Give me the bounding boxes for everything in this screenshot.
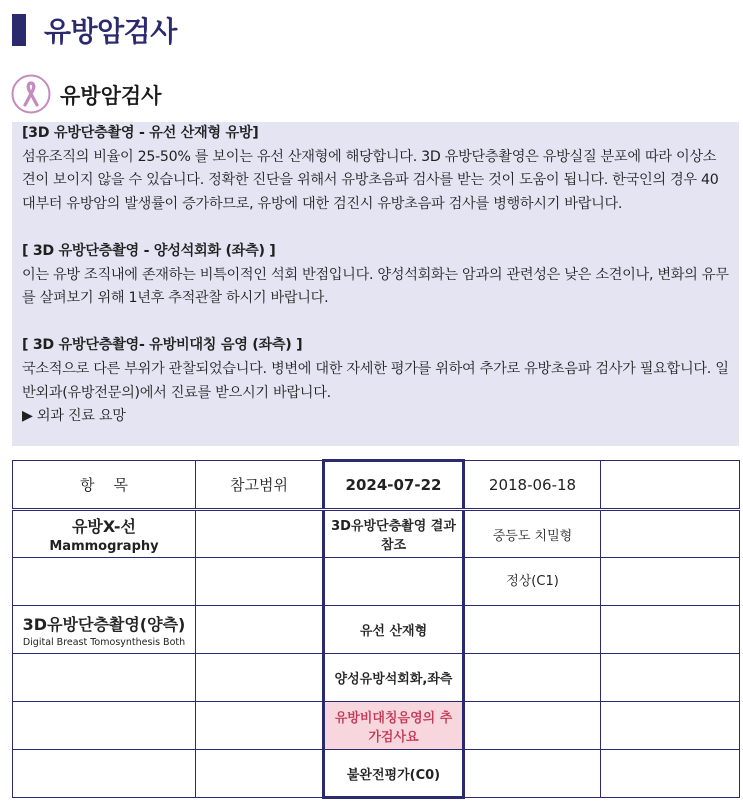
header-current-date: 2024-07-22	[324, 461, 464, 510]
current-result	[324, 558, 464, 606]
item-cell	[13, 702, 196, 750]
findings-notes	[12, 122, 739, 446]
item-name-en: Mammography	[49, 539, 159, 554]
reference-cell	[196, 606, 324, 654]
note-body-calcification: 이는 유방 조직내에 존재하는 비특이적인 석회 반점입니다. 양성석회화는 암과의 관련성은 낮은 소견이나, 변화의 유무를 살펴보기 위해 1년후 추적관찰 하시기 바랍니다.	[22, 266, 729, 307]
page-title: 유방암검사	[44, 15, 177, 48]
item-cell	[13, 750, 196, 798]
reference-cell	[196, 510, 324, 558]
empty-cell	[601, 606, 740, 654]
table-header-row	[13, 461, 740, 510]
previous-result: 정상(C1)	[464, 558, 601, 606]
note-heading-calcification: [ 3D 유방단층촬영 - 양성석회화 (좌측) ]	[22, 242, 276, 259]
empty-cell	[601, 702, 740, 750]
title-accent-bar	[12, 14, 26, 46]
empty-cell	[601, 558, 740, 606]
reference-cell	[196, 654, 324, 702]
table-row	[13, 750, 740, 798]
previous-result	[464, 750, 601, 798]
current-result: 유선 산재형	[324, 606, 464, 654]
item-mammography	[13, 510, 196, 558]
current-result-flagged: 유방비대칭음영의 추가검사요	[324, 702, 464, 750]
table-row	[13, 510, 740, 558]
table-row	[13, 702, 740, 750]
note-heading-density: [3D 유방단층촬영 - 유선 산재형 유방]	[22, 125, 259, 141]
current-result: 양성유방석회화,좌측	[324, 654, 464, 702]
table-row	[13, 606, 740, 654]
note-body-asymmetry: 국소적으로 다른 부위가 관찰되었습니다. 병변에 대한 자세한 평가를 위하여 추가로 유방초음파 검사가 필요합니다. 일반외과(유방전문의)에서 진료를 받으시기 바랍니다.	[22, 360, 729, 401]
previous-result	[464, 654, 601, 702]
table-row	[13, 654, 740, 702]
pink-ribbon-icon	[11, 74, 51, 114]
current-result: 3D유방단층촬영 결과참조	[324, 510, 464, 558]
previous-result	[464, 606, 601, 654]
header-previous-date: 2018-06-18	[464, 461, 601, 510]
empty-cell	[601, 654, 740, 702]
note-heading-asymmetry: [ 3D 유방단층촬영- 유방비대칭 음영 (좌측) ]	[22, 337, 303, 354]
results-table	[12, 459, 740, 799]
header-empty	[601, 461, 740, 510]
reference-cell	[196, 702, 324, 750]
item-name-ko: 유방X-선	[71, 517, 137, 536]
item-name-en: Digital Breast Tomosynthesis Both	[22, 636, 186, 648]
note-body-density: 섬유조직의 비율이 25-50% 를 보이는 유선 산재형에 해당합니다. 3D 유방단층촬영은 유방실질 분포에 따라 이상소견이 보이지 않을 수 있습니다. 정확한 진단을 위해서 유방초음파 검사를 받는 것이 도움이 됩니다. 한국인의 경우 40대부터 유방암의 발생률이 증가하므로, 유방에 대한 검진시 유방초음파 검사를 병행하시기 바랍니다.	[22, 148, 719, 212]
previous-result	[464, 702, 601, 750]
empty-cell	[601, 750, 740, 798]
section-title: 유방암검사	[60, 84, 162, 108]
note-action: ▶ 외과 진료 요망	[22, 408, 126, 425]
item-cell	[13, 654, 196, 702]
table-row	[13, 558, 740, 606]
item-cell	[13, 558, 196, 606]
empty-cell	[601, 510, 740, 558]
header-reference: 참고범위	[196, 461, 324, 510]
header-item: 항 목	[13, 461, 196, 510]
reference-cell	[196, 750, 324, 798]
item-name-ko: 3D유방단층촬영(양측)	[22, 614, 186, 634]
reference-cell	[196, 558, 324, 606]
previous-result: 중등도 치밀형	[464, 510, 601, 558]
current-result: 불완전평가(C0)	[324, 750, 464, 798]
item-tomosynthesis	[13, 606, 196, 654]
